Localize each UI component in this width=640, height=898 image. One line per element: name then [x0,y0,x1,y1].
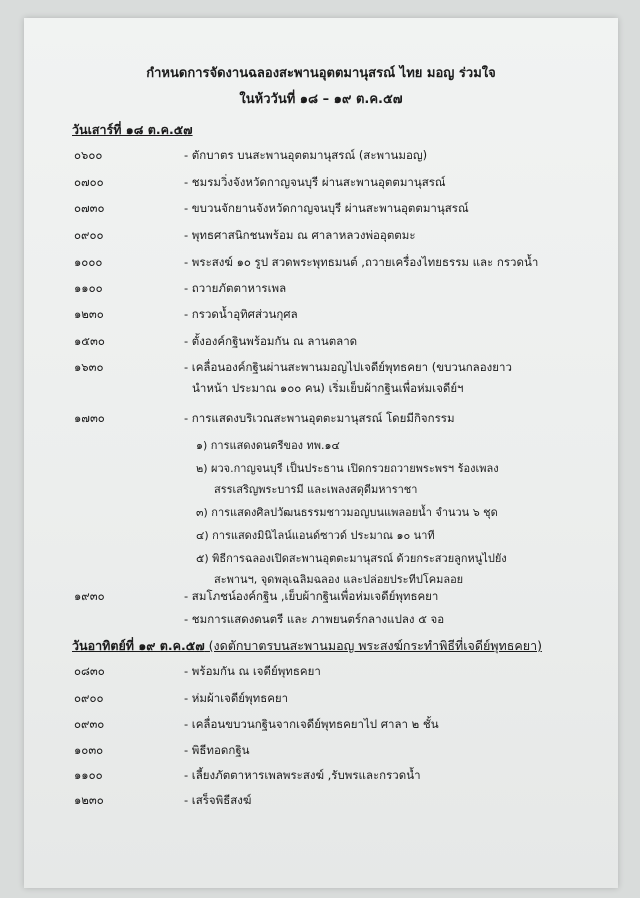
day2-heading [72,636,542,656]
schedule-activity: - ตั้งองค์กฐินพร้อมกัน ณ ลานตลาด [184,334,358,348]
schedule-activity: - เคลื่อนองค์กฐินผ่านสะพานมอญไปเจดีย์พุทธคยา (ขบวนกลองยาว [184,360,512,374]
schedule-time: ๑๐๐๐ [74,255,103,269]
schedule-activity: - ชมรมวิ่งจังหวัดกาญจนบุรี ผ่านสะพานอุตตมานุสรณ์ [184,175,446,189]
day2-heading-note: (งดตักบาตรบนสะพานมอญ พระสงฆ์กระทำพิธีที่เจดีย์พุทธคยา) [204,638,542,653]
schedule-time: ๑๑๐๐ [74,281,103,295]
schedule-time: ๐๘๓๐ [74,664,105,678]
schedule-time: ๑๕๓๐ [74,334,105,348]
program-item: ๓) การแสดงศิลปวัฒนธรรมชาวมอญบนแพลอยน้ำ จำนวน ๖ ชุด [196,506,498,519]
schedule-activity: - ห่มผ้าเจดีย์พุทธคยา [184,691,289,705]
schedule-activity-continued: นำหน้า ประมาณ ๑๐๐ คน) เริ่มเย็บผ้ากฐินเพื่อห่มเจดีย์ฯ [192,381,464,395]
schedule-time: ๑๒๓๐ [74,793,104,807]
schedule-activity: - เคลื่อนขบวนกฐินจากเจดีย์พุทธคยาไป ศาลา ๒ ชั้น [184,717,439,731]
program-item-continued: สะพานฯ, จุดพลุเฉลิมฉลอง และปล่อยประทีปโคมลอย [214,573,464,586]
program-item: ๔) การแสดงมินิไลน์แอนด์ซาวด์ ประมาณ ๑๐ นาที [196,529,435,542]
schedule-activity: - เสร็จพิธีสงฆ์ [184,793,252,807]
schedule-time: ๐๙๐๐ [74,228,104,242]
document-page [24,18,618,888]
document-title: กำหนดการจัดงานฉลองสะพานอุตตมานุสรณ์ ไทย มอญ ร่วมใจ [146,66,496,81]
schedule-time: ๐๙๓๐ [74,717,105,731]
schedule-time: ๐๗๓๐ [74,201,105,215]
schedule-time: ๐๙๐๐ [74,691,104,705]
program-item: ๑) การแสดงดนตรีของ ทพ.๑๔ [196,439,340,452]
schedule-activity: - ขบวนจักยานจังหวัดกาญจนบุรี ผ่านสะพานอุตตมานุสรณ์ [184,201,469,215]
schedule-activity: - พุทธศาสนิกชนพร้อม ณ ศาลาหลวงพ่ออุตตมะ [184,228,416,242]
schedule-activity: - การแสดงบริเวณสะพานอุตตะมานุสรณ์ โดยมีกิจกรรม [184,411,455,425]
program-item: ๒) ผวจ.กาญจนบุรี เป็นประธาน เปิดกรวยถวายพระพรฯ ร้องเพลง [196,462,499,475]
schedule-time: ๑๑๐๐ [74,768,103,782]
schedule-activity: - พร้อมกัน ณ เจดีย์พุทธคยา [184,664,321,678]
schedule-activity: - เลี้ยงภัตตาหารเพลพระสงฆ์ ,รับพรและกรวดน้ำ [184,768,421,782]
schedule-activity: - กรวดน้ำอุทิศส่วนกุศล [184,307,298,321]
schedule-time: ๑๙๓๐ [74,589,105,603]
schedule-time: ๑๗๓๐ [74,411,105,425]
schedule-activity: - ถวายภัตตาหารเพล [184,281,287,295]
schedule-activity: - พิธีทอดกฐิน [184,743,250,757]
program-item: ๕) พิธีการฉลองเปิดสะพานอุตตะมานุสรณ์ ด้วยกระสวยลูกหนูไปยัง [196,552,507,565]
day1-heading: วันเสาร์ที่ ๑๘ ต.ค.๕๗ [72,122,193,137]
schedule-time: ๐๗๐๐ [74,175,104,189]
schedule-activity: - ตักบาตร บนสะพานอุตตมานุสรณ์ (สะพานมอญ) [184,148,428,162]
program-item-continued: สรรเสริญพระบารมี และเพลงสดุดีมหาราชา [214,483,418,496]
schedule-time: ๑๐๓๐ [74,743,104,757]
schedule-activity: - ชมการแสดงดนตรี และ ภาพยนตร์กลางแปลง ๕ จอ [184,612,445,626]
day2-heading-title: วันอาทิตย์ที่ ๑๙ ต.ค.๕๗ [72,638,205,653]
schedule-time: ๑๖๓๐ [74,360,104,374]
schedule-time: ๐๖๐๐ [74,148,103,162]
schedule-activity: - พระสงฆ์ ๑๐ รูป สวดพระพุทธมนต์ ,ถวายเครื่องไทยธรรม และ กรวดน้ำ [184,255,539,269]
document-date-range: ในห้ววันที่ ๑๘ – ๑๙ ต.ค.๕๗ [239,92,403,107]
schedule-activity: - สมโภชน์องค์กฐิน ,เย็บผ้ากฐินเพื่อห่มเจดีย์พุทธคยา [184,589,439,603]
schedule-time: ๑๒๓๐ [74,307,104,321]
